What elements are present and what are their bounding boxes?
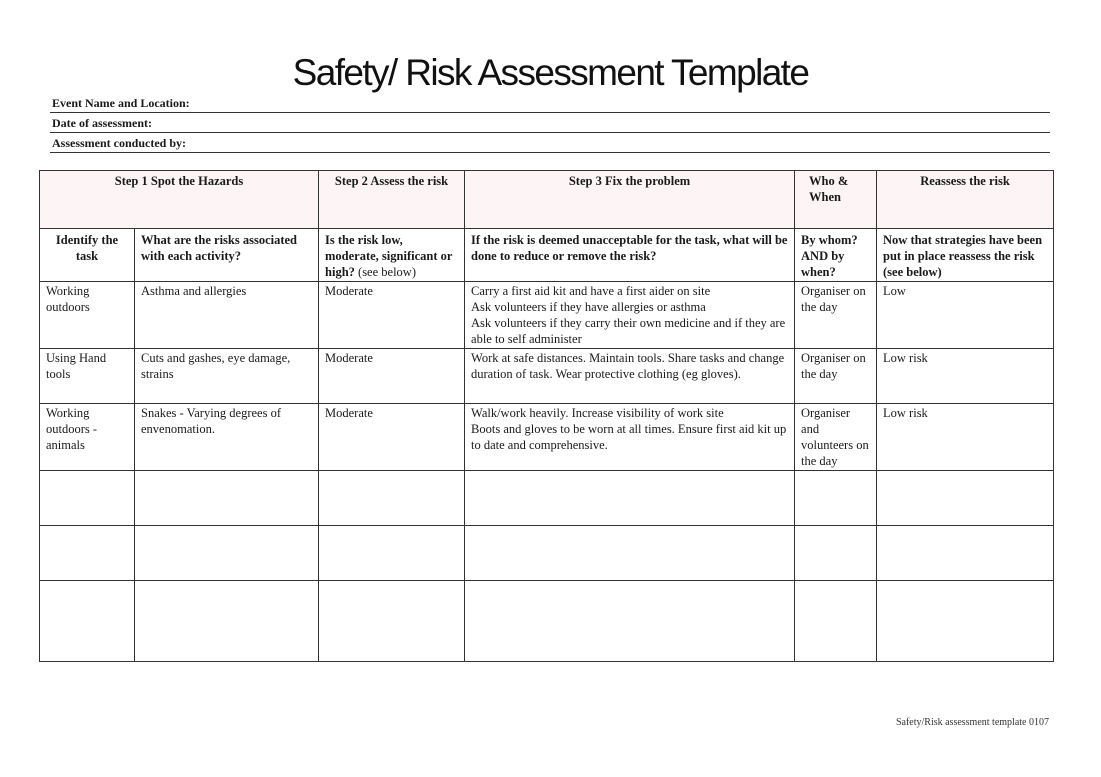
fix-cell[interactable] <box>465 282 795 349</box>
risk-level-question: Is the risk low, moderate, significant or high? <box>325 233 453 279</box>
empty-cell[interactable] <box>795 581 877 662</box>
risk-level-cell[interactable]: Moderate <box>319 282 465 349</box>
reassess-cell[interactable]: Low <box>877 282 1054 349</box>
assessment-conducted-by-field[interactable] <box>50 134 1050 153</box>
table-row <box>40 349 1054 404</box>
fix-cell[interactable] <box>465 404 795 471</box>
fix-line: Ask volunteers if they carry their own medicine and if they are able to self administer <box>471 316 786 346</box>
reassess-cell[interactable]: Low risk <box>877 349 1054 404</box>
reassess-cell[interactable]: Low risk <box>877 404 1054 471</box>
date-of-assessment-label: Date of assessment: <box>52 116 152 130</box>
risks-cell[interactable]: Asthma and allergies <box>135 282 319 349</box>
event-name-field[interactable] <box>50 94 1050 113</box>
empty-row <box>40 581 1054 662</box>
fix-header: If the risk is deemed unacceptable for the task, what will be done to reduce or remove the risk? <box>465 229 795 282</box>
identify-task-header: Identify the task <box>40 229 135 282</box>
risks-cell[interactable]: Cuts and gashes, eye damage, strains <box>135 349 319 404</box>
fix-cell[interactable] <box>465 349 795 404</box>
empty-cell[interactable] <box>877 471 1054 526</box>
empty-cell[interactable] <box>135 471 319 526</box>
task-cell[interactable]: Using Hand tools <box>40 349 135 404</box>
fix-line: Carry a first aid kit and have a first aider on site <box>471 284 711 298</box>
empty-cell[interactable] <box>795 471 877 526</box>
reassess-detail-header: Now that strategies have been put in place reassess the risk (see below) <box>877 229 1054 282</box>
empty-row <box>40 526 1054 581</box>
empty-cell[interactable] <box>319 471 465 526</box>
risks-cell[interactable]: Snakes - Varying degrees of envenomation. <box>135 404 319 471</box>
risk-level-note: (see below) <box>358 265 416 279</box>
empty-cell[interactable] <box>40 581 135 662</box>
empty-cell[interactable] <box>795 526 877 581</box>
empty-cell[interactable] <box>135 581 319 662</box>
empty-cell[interactable] <box>877 526 1054 581</box>
table-row <box>40 282 1054 349</box>
table-row <box>40 404 1054 471</box>
empty-cell[interactable] <box>465 581 795 662</box>
empty-cell[interactable] <box>319 526 465 581</box>
page-title: Safety/ Risk Assessment Template <box>292 52 809 93</box>
who-cell[interactable]: Organiser and volunteers on the day <box>795 404 877 471</box>
step-header-row <box>40 171 1054 229</box>
empty-cell[interactable] <box>135 526 319 581</box>
risks-header: What are the risks associated with each activity? <box>135 229 319 282</box>
who-cell[interactable]: Organiser on the day <box>795 349 877 404</box>
task-cell[interactable]: Working outdoors - animals <box>40 404 135 471</box>
risk-level-header <box>319 229 465 282</box>
fix-line: Ask volunteers if they have allergies or asthma <box>471 300 706 314</box>
who-cell[interactable]: Organiser on the day <box>795 282 877 349</box>
empty-cell[interactable] <box>40 526 135 581</box>
step1-header: Step 1 Spot the Hazards <box>40 171 319 229</box>
event-name-label: Event Name and Location: <box>52 96 190 110</box>
reassess-header: Reassess the risk <box>877 171 1054 229</box>
assessment-conducted-by-label: Assessment conducted by: <box>52 136 187 150</box>
who-when-header: Who & When <box>795 171 877 229</box>
by-whom-header: By whom? AND by when? <box>795 229 877 282</box>
risk-level-cell[interactable]: Moderate <box>319 404 465 471</box>
empty-cell[interactable] <box>877 581 1054 662</box>
empty-cell[interactable] <box>40 471 135 526</box>
footer-note: Safety/Risk assessment template 0107 <box>895 717 1049 728</box>
task-cell[interactable]: Working outdoors <box>40 282 135 349</box>
fix-line: Work at safe distances. Maintain tools. Share tasks and change duration of task. Wear protective clothing (eg gloves). <box>471 351 785 381</box>
step2-header: Step 2 Assess the risk <box>319 171 465 229</box>
column-header-row <box>40 229 1054 282</box>
empty-cell[interactable] <box>465 471 795 526</box>
empty-row <box>40 471 1054 526</box>
fix-line: Boots and gloves to be worn at all times. Ensure first aid kit up to date and comprehensive. <box>471 422 787 452</box>
step3-header: Step 3 Fix the problem <box>465 171 795 229</box>
empty-cell[interactable] <box>465 526 795 581</box>
empty-cell[interactable] <box>319 581 465 662</box>
fix-line: Walk/work heavily. Increase visibility of work site <box>471 406 724 420</box>
date-of-assessment-field[interactable] <box>50 114 1050 133</box>
risk-assessment-table <box>39 170 1054 662</box>
risk-level-cell[interactable]: Moderate <box>319 349 465 404</box>
